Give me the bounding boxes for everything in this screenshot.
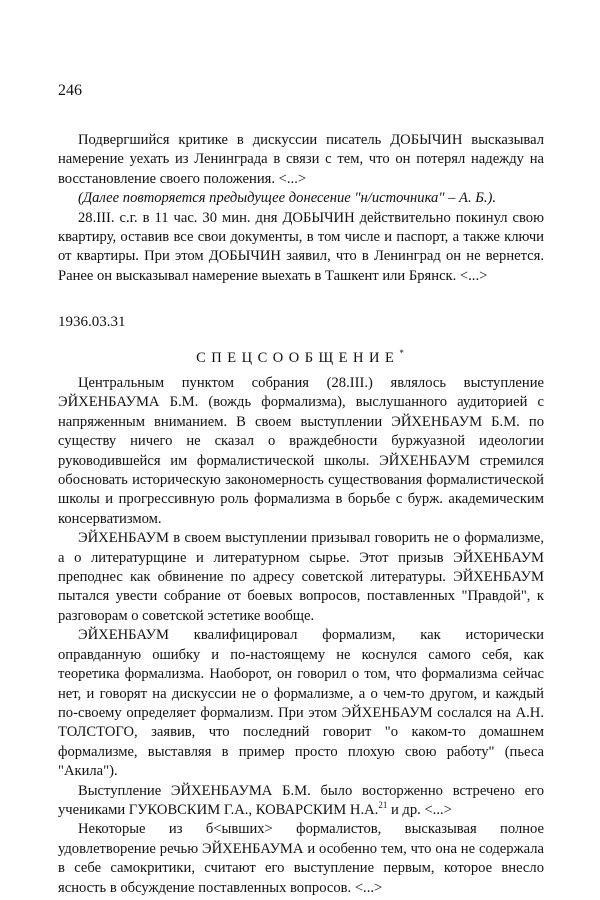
editor-note: (Далее повторяется предыдущее донесение "н/источника" – А. Б.). — [78, 190, 497, 207]
heading-footnote-marker: * — [399, 348, 404, 358]
paragraph: ЭЙХЕНБАУМ в своем выступлении призывал говорить не о формализме, а о литературщине и литературном сырье. Этот призыв ЭЙХЕНБАУМ преподнес как обвинение по адресу советской литературы. ЭЙХЕНБАУМ пытался увести собрание от боевых вопросов, поставленных "Правдой", к разговорам о советской эстетике вообще. — [58, 530, 544, 624]
paragraph: Центральным пунктом собрания (28.III.) являлось выступление ЭЙХЕНБАУМА Б.М. (вождь формализма), выслушанного аудиторией с напряженным вниманием. В своем выступлении ЭЙХЕНБАУМ Б.М. по существу ничего не сказал о враждебности буржуазной идеологии руководившейся им формалистической школы. ЭЙХЕНБАУМ стремился обосновать историческую закономерность существования формалистической школы и прогрессивную роль формализма в борьбе с бурж. академическим консерватизмом. — [58, 375, 544, 527]
page-number: 246 — [58, 82, 82, 99]
paragraph-text: и др. <...> — [387, 801, 452, 818]
paragraph: Некоторые из б<ывших> формалистов, высказывая полное удовлетворение речью ЭЙХЕНБАУМА и особенно тем, что она не содержала в себе самокритики, считают его выступление первым, которое внесло ясность в обсуждение поставленных вопросов. <...> — [58, 821, 544, 896]
report-section-2 — [58, 374, 544, 898]
report-section-1 — [58, 131, 544, 286]
footnote-reference: 21 — [378, 800, 388, 811]
heading-title: СПЕЦСООБЩЕНИЕ — [196, 349, 400, 366]
paragraph — [58, 782, 544, 821]
paragraph-text: Выступление ЭЙХЕНБАУМА Б.М. было восторженно встречено его учениками ГУКОВСКИМ Г.А., КОВАРСКИМ Н.А. — [58, 782, 544, 818]
paragraph: 28.III. с.г. в 11 час. 30 мин. дня ДОБЫЧИН действительно покинул свою квартиру, оставив все свои документы, в том числе и паспорт, а также ключи от квартиры. При этом ДОБЫЧИН заявил, что в Ленинград он не вернется. Ранее он высказывал намерение выехать в Ташкент или Брянск. <...> — [58, 209, 544, 284]
paragraph: ЭЙХЕНБАУМ квалифицировал формализм, как исторически оправданную ошибку и по-настоящему не коснулся самого себя, как теоретика формализма. Наоборот, он говорил о том, что формализма сейчас нет, и говорят на дискуссии не о формализме, а о чем-то другом, и каждый по-своему определяет формализм. При этом ЭЙХЕНБАУМ сослался на А.Н. ТОЛСТОГО, заявив, что последний говорит "о каком-то домашнем формализме, выставляя в пример просто плохую свою работу" (пьеса "Акила"). — [58, 627, 544, 780]
section-heading — [0, 344, 600, 367]
document-date: 1936.03.31 — [58, 314, 126, 330]
paragraph: Подвергшийся критике в дискуссии писатель ДОБЫЧИН высказывал намерение уехать из Ленинграда в связи с тем, что он потерял надежду на восстановление своего положения. <...> — [58, 132, 544, 187]
